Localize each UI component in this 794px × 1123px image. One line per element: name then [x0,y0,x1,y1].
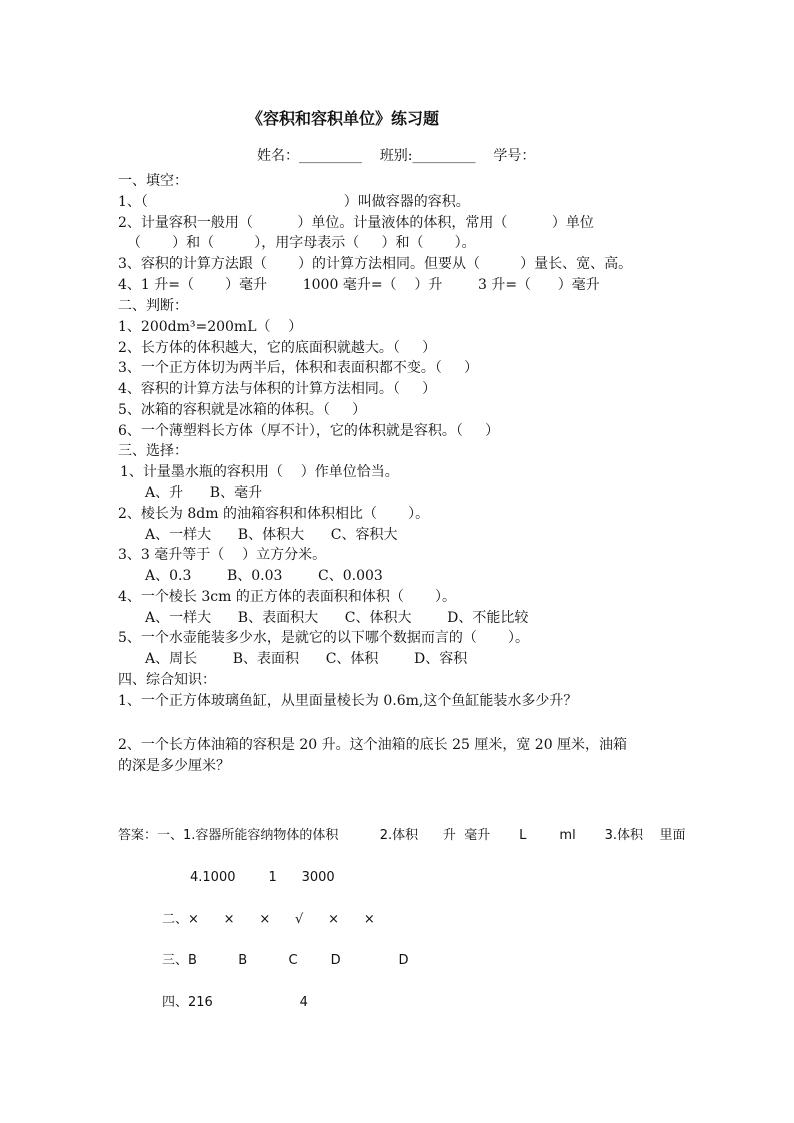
section-choice-heading: 三、选择： [118,443,188,459]
choice-q4: 4、一个棱长 3cm 的正方体的表面积和体积（ ）。 [118,589,456,605]
judge-q4: 4、容积的计算方法与体积的计算方法相同。（ ） [118,381,437,397]
judge-q6: 6、一个薄塑料长方体（厚不计），它的体积就是容积。（ ） [118,423,500,439]
fill-blank-q2: 2、计量容积一般用（ ）单位。计量液体的体积，常用（ ）单位 [118,215,594,231]
choice-q2: 2、棱长为 8dm 的油箱容积和体积相比（ ）。 [118,506,430,522]
choice-q5-options: A、周长 B、表面积 C、体积 D、容积 [145,651,468,667]
fill-blank-q2-cont: （ ）和（ ），用字母表示（ ）和（ ）。 [127,235,476,251]
answers-line-4: 三、B B C D D [162,953,409,968]
judge-q3: 3、一个正方体切为两半后，体积和表面积都不变。（ ） [118,360,479,376]
answers-line-2: 4.1000 1 3000 [190,870,335,885]
fill-blank-q1: 1、（ ）叫做容器的容积。 [118,194,470,210]
judge-q2: 2、长方体的体积越大，它的底面积就越大。（ ） [118,340,437,356]
fill-blank-q3: 3、容积的计算方法跟（ ）的计算方法相同。但要从（ ）量长、宽、高。 [118,256,633,272]
choice-q3-options: A、0.3 B、0.03 C、0.003 [145,568,383,584]
section-fill-blank-heading: 一、填空： [118,173,188,189]
comprehensive-q1: 1、一个正方体玻璃鱼缸，从里面量棱长为 0.6m,这个鱼缸能装水多少升？ [118,693,578,709]
answers-line-3: 二、× × × √ × × [162,912,375,927]
choice-q1-options: A、升 B、毫升 [145,485,263,501]
comprehensive-q2-cont: 的深是多少厘米？ [118,758,230,774]
student-info-line: 姓名：_________ 班别:_________ 学号： [257,148,536,164]
answers-line-1: 答案：一、1.容器所能容纳物体的体积 2.体积 升 毫升 L ml 3.体积 里面 [118,828,686,843]
worksheet-title: 《容积和容积单位》练习题 [247,109,440,128]
choice-q2-options: A、一样大 B、体积大 C、容积大 [145,527,398,543]
comprehensive-q2: 2、一个长方体油箱的容积是 20 升。这个油箱的底长 25 厘米，宽 20 厘米，油箱 [118,737,628,753]
choice-q5: 5、一个水壶能装多少水，是就它的以下哪个数据而言的（ ）。 [118,630,530,646]
fill-blank-q4: 4、1 升=（ ）毫升 1000 毫升=（ ）升 3 升=（ ）毫升 [118,277,600,293]
choice-q1: 1、计量墨水瓶的容积用（ ）作单位恰当。 [120,464,399,480]
choice-q4-options: A、一样大 B、表面积大 C、体积大 D、不能比较 [145,610,529,626]
judge-q5: 5、冰箱的容积就是冰箱的体积。（ ） [118,402,367,418]
section-judge-heading: 二、判断： [118,298,188,314]
section-comprehensive-heading: 四、综合知识： [118,672,216,688]
judge-q1: 1、200dm³=200mL（ ） [118,319,303,335]
choice-q3: 3、3 毫升等于（ ）立方分米。 [118,547,327,563]
answers-line-5: 四、216 4 [162,995,308,1010]
